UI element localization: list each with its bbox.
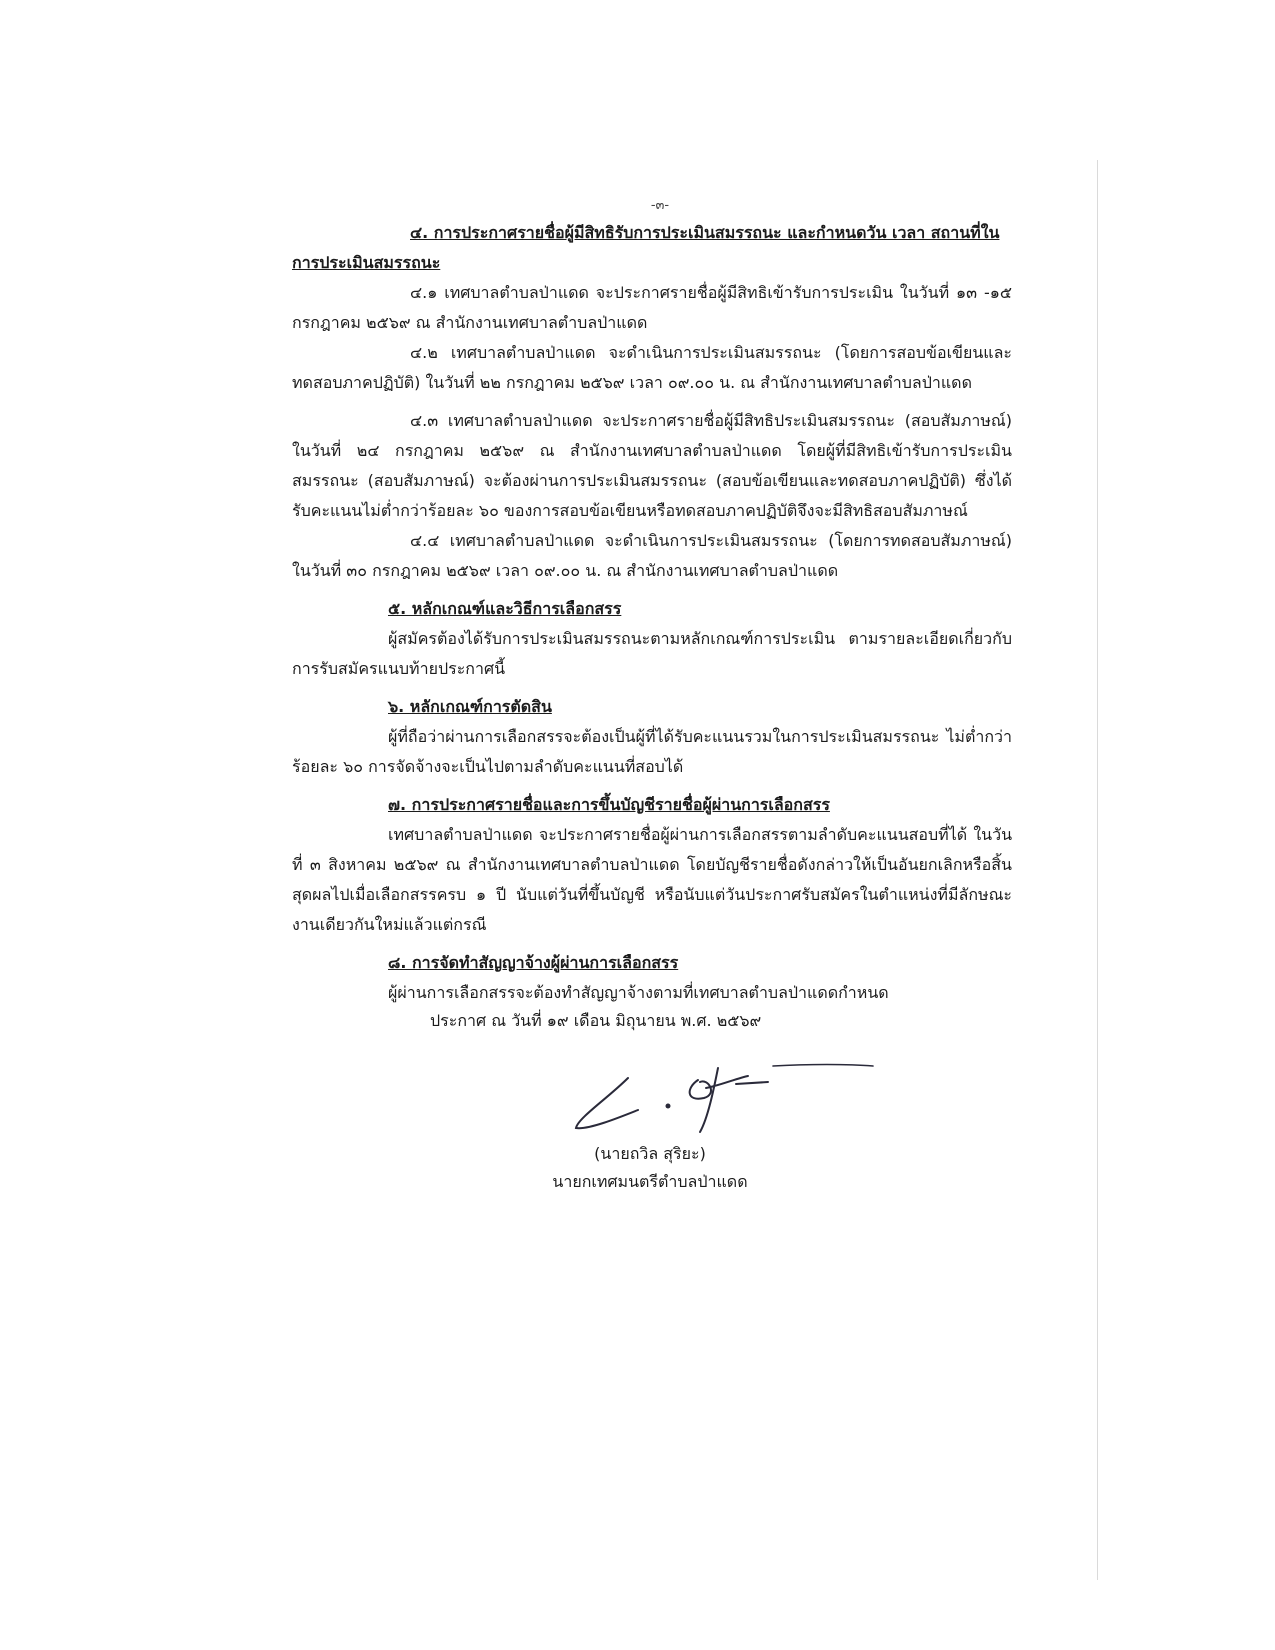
section-7-heading: ๗. การประกาศรายชื่อและการขึ้นบัญชีรายชื่อผู้ผ่านการเลือกสรร (388, 795, 830, 814)
signer-block (500, 1140, 800, 1196)
signer-position: นายกเทศมนตรีตำบลป่าแดด (552, 1172, 748, 1191)
page-number: -๓- (650, 198, 670, 213)
section-5-paragraph: ผู้สมัครต้องได้รับการประเมินสมรรถนะตามหลักเกณฑ์การประเมิน ตามรายละเอียดเกี่ยวกับการรับสมัครแนบท้ายประกาศนี้ (292, 629, 1012, 678)
section-4-4-paragraph: ๔.๔ เทศบาลตำบลป่าแดด จะดำเนินการประเมินสมรรถนะ (โดยการทดสอบสัมภาษณ์) ในวันที่ ๓๐ กรกฎาคม ๒๕๖๙ เวลา ๐๙.๐๐ น. ณ สำนักงานเทศบาลตำบลป่าแดด (292, 531, 1012, 580)
signature-image (568, 1058, 878, 1138)
section-7-paragraph: เทศบาลตำบลป่าแดด จะประกาศรายชื่อผู้ผ่านการเลือกสรรตามลำดับคะแนนสอบที่ได้ ในวันที่ ๓ สิงหาคม ๒๕๖๙ ณ สำนักงานเทศบาลตำบลป่าแดด โดยบัญชีรายชื่อดังกล่าวให้เป็นอันยกเลิกหรือสิ้นสุดผลไปเมื่อเลือกสรรครบ ๑ ปี นับแต่วันที่ขึ้นบัญชี หรือนับแต่วันประกาศรับสมัครในตำแหน่งที่มีลักษณะงานเดียวกันใหม่แล้วแต่กรณี (292, 825, 1012, 934)
announcement-date: ประกาศ ณ วันที่ ๑๙ เดือน มิถุนายน พ.ศ. ๒๕๖๙ (430, 1011, 762, 1030)
scan-edge-line (1097, 160, 1098, 1580)
section-4-2-paragraph: ๔.๒ เทศบาลตำบลป่าแดด จะดำเนินการประเมินสมรรถนะ (โดยการสอบข้อเขียนและทดสอบภาคปฏิบัติ) ในวันที่ ๒๒ กรกฎาคม ๒๕๖๙ เวลา ๐๙.๐๐ น. ณ สำนักงานเทศบาลตำบลป่าแดด (292, 343, 1012, 392)
section-5-heading: ๕. หลักเกณฑ์และวิธีการเลือกสรร (388, 599, 622, 618)
section-8-heading: ๘. การจัดทำสัญญาจ้างผู้ผ่านการเลือกสรร (388, 953, 679, 972)
section-6-paragraph: ผู้ที่ถือว่าผ่านการเลือกสรรจะต้องเป็นผู้ที่ได้รับคะแนนรวมในการประเมินสมรรถนะ ไม่ต่ำกว่าร้อยละ ๖๐ การจัดจ้างจะเป็นไปตามลำดับคะแนนที่สอบได้ (292, 727, 1012, 776)
section-4-3-paragraph: ๔.๓ เทศบาลตำบลป่าแดด จะประกาศรายชื่อผู้มีสิทธิประเมินสมรรถนะ (สอบสัมภาษณ์) ในวันที่ ๒๔ กรกฎาคม ๒๕๖๙ ณ สำนักงานเทศบาลตำบลป่าแดด โดยผู้ที่มีสิทธิเข้ารับการประเมินสมรรถนะ (สอบสัมภาษณ์) จะต้องผ่านการประเมินสมรรถนะ (สอบข้อเขียนและทดสอบภาคปฏิบัติ) ซึ่งได้รับคะแนนไม่ต่ำกว่าร้อยละ ๖๐ ของการสอบข้อเขียนหรือทดสอบภาคปฏิบัติจึงจะมีสิทธิสอบสัมภาษณ์ (292, 411, 1012, 520)
section-4-1-paragraph: ๔.๑ เทศบาลตำบลป่าแดด จะประกาศรายชื่อผู้มีสิทธิเข้ารับการประเมิน ในวันที่ ๑๓ -๑๕ กรกฎาคม ๒๕๖๙ ณ สำนักงานเทศบาลตำบลป่าแดด (292, 283, 1012, 332)
section-8-paragraph: ผู้ผ่านการเลือกสรรจะต้องทำสัญญาจ้างตามที่เทศบาลตำบลป่าแดดกำหนด (388, 983, 889, 1002)
document-body (292, 218, 1012, 1008)
signer-name: (นายถวิล สุริยะ) (594, 1144, 706, 1163)
section-6-heading: ๖. หลักเกณฑ์การตัดสิน (388, 697, 552, 716)
section-4-heading: ๔. การประกาศรายชื่อผู้มีสิทธิรับการประเมินสมรรถนะ และกำหนดวัน เวลา สถานที่ในการประเมินสมรรถนะ (292, 223, 1000, 272)
